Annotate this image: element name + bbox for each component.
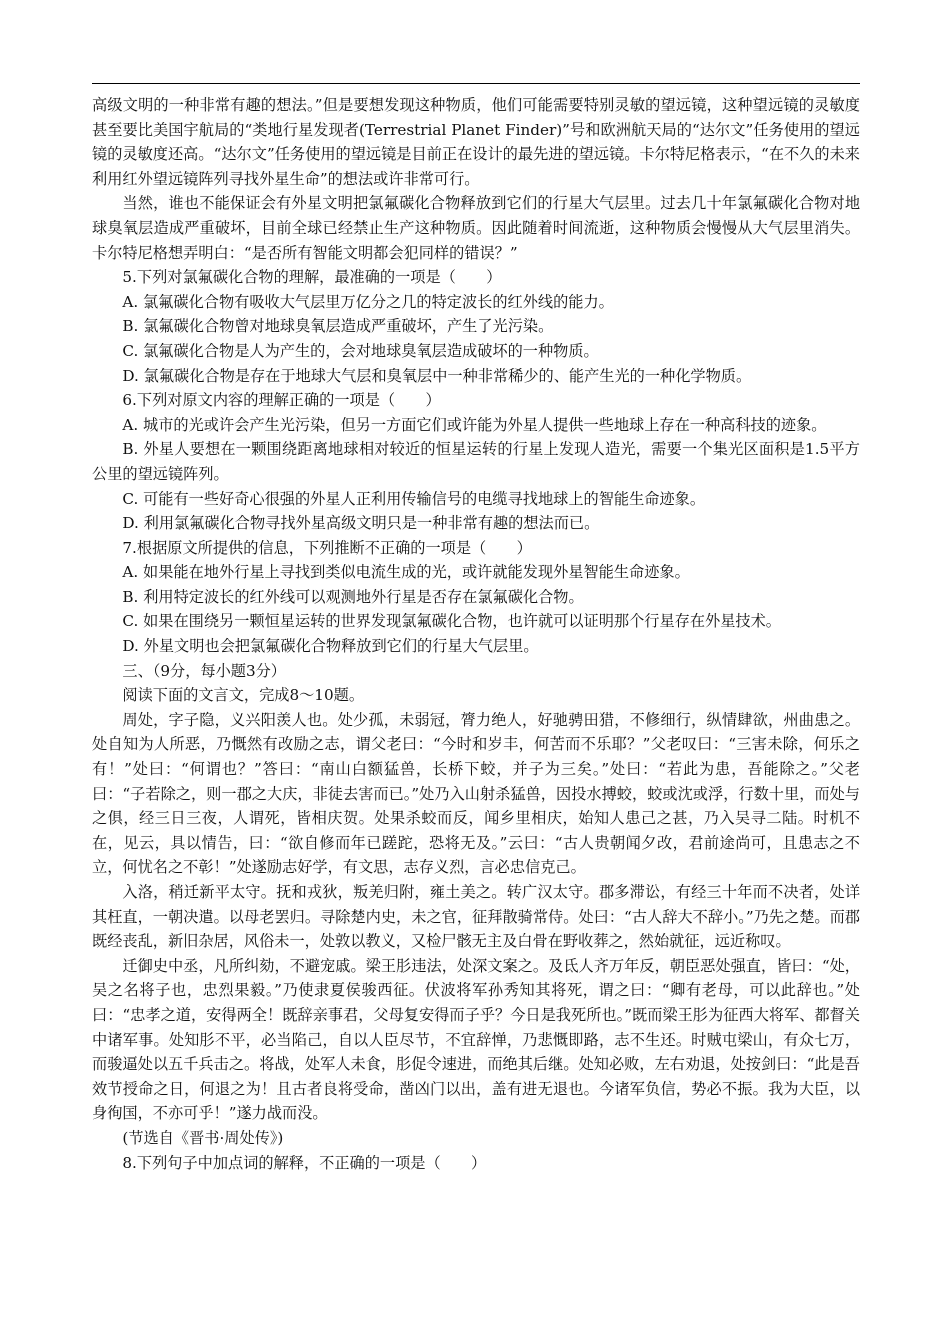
question-5: 5.下列对氯氟碳化合物的理解，最准确的一项是（ ） [122, 268, 502, 287]
paragraph-continued: 高级文明的一种非常有趣的想法。”但是要想发现这种物质，他们可能需要特别灵敏的望远镜，这种望远镜的灵敏度甚至要比美国宇航局的“类地行星发现者(Terrestrial Planet Finder)”号和欧洲航天局的“达尔文”任务使用的望远镜的灵敏度还高。“达尔文”任务使用的望远镜是目前正在设计的最先进的望远镜。卡尔特尼格表示，“在不久的未来利用红外望远镜阵列寻找外星生命”的想法或许非常可行。 [92, 96, 860, 188]
header-rule [92, 83, 860, 84]
option-5a: A. 氯氟碳化合物有吸收大气层里万亿分之几的特定波长的红外线的能力。 [122, 292, 614, 311]
option-5d: D. 氯氟碳化合物是存在于地球大气层和臭氧层中一种非常稀少的、能产生光的一种化学物质。 [122, 366, 752, 385]
question-7: 7.根据原文所提供的信息，下列推断不正确的一项是（ ） [122, 538, 532, 557]
classical-passage-1: 周处，字子隐，义兴阳羡人也。处少孤，未弱冠，膂力绝人，好驰骋田猎，不修细行，纵情肆欲，州曲患之。处自知为人所恶，乃慨然有改励之志，谓父老曰：“今时和岁丰，何苦而不乐耶？”父老叹曰：“三害未除，何乐之有！”处曰：“何谓也？”答曰：“南山白额猛兽，长桥下蛟，并子为三矣。”处曰：“若此为患，吾能除之。”父老曰：“子若除之，则一郡之大庆，非徒去害而已。”处乃入山射杀猛兽，因投水搏蛟，蛟或沈或浮，行数十里，而处与之俱，经三日三夜，人谓死，皆相庆贺。处果杀蛟而反，闻乡里相庆，始知人患己之甚，乃入吴寻二陆。时机不在，见云，具以情告，曰：“欲自修而年已蹉跎，恐将无及。”云曰：“古人贵朝闻夕改，君前途尚可，且患志之不立，何忧名之不彰！”处遂励志好学，有文思，志存义烈，言必忠信克己。 [92, 710, 860, 877]
option-7d: D. 外星文明也会把氯氟碳化合物释放到它们的行星大气层里。 [122, 637, 539, 656]
option-7b: B. 利用特定波长的红外线可以观测地外行星是否存在氯氟碳化合物。 [122, 587, 584, 606]
option-6a: A. 城市的光或许会产生光污染，但另一方面它们或许能为外星人提供一些地球上存在一种高科技的迹象。 [122, 415, 827, 434]
classical-passage-3: 迁御史中丞，凡所纠劾，不避宠戚。梁王肜违法，处深文案之。及氐人齐万年反，朝臣恶处强直，皆曰：“处，吴之名将子也，忠烈果毅。”乃使隶夏侯骏西征。伏波将军孙秀知其将死，谓之曰：“卿有老母，可以此辞也。”处曰：“忠孝之道，安得两全！既辞亲事君，父母复安得而子乎？今日是我死所也。”既而梁王肜为征西大将军、都督关中诸军事。处知肜不平，必当陷己，自以人臣尽节，不宜辞惮，乃悲慨即路，志不生还。时贼屯梁山，有众七万，而骏逼处以五千兵击之。将战，处军人未食，肜促令速进，而绝其后继。处知必败，左右劝退，处按剑曰：“此是吾效节授命之日，何退之为！且古者良将受命，凿凶门以出，盖有进无退也。今诸军负信，势必不振。我为大臣，以身徇国，不亦可乎！”遂力战而没。 [92, 956, 860, 1123]
passage-source: (节选自《晋书·周处传》) [122, 1128, 284, 1147]
option-6c: C. 可能有一些好奇心很强的外星人正利用传输信号的电缆寻找地球上的智能生命迹象。 [122, 489, 706, 508]
question-6: 6.下列对原文内容的理解正确的一项是（ ） [122, 391, 441, 410]
option-5b: B. 氯氟碳化合物曾对地球臭氧层造成严重破坏，产生了光污染。 [122, 317, 554, 336]
section-3-heading: 三、（9分，每小题3分） [122, 661, 286, 680]
option-7c: C. 如果在围绕另一颗恒星运转的世界发现氯氟碳化合物，也许就可以证明那个行星存在外星技术。 [122, 612, 781, 631]
option-5c: C. 氯氟碳化合物是人为产生的，会对地球臭氧层造成破坏的一种物质。 [122, 341, 599, 360]
classical-passage-2: 入洛，稍迁新平太守。抚和戎狄，叛羌归附，雍土美之。转广汉太守。郡多滞讼，有经三十年而不决者，处详其枉直，一朝决遣。以母老罢归。寻除楚内史，未之官，征拜散骑常侍。处曰：“古人辞大不辞小。”乃先之楚。而郡既经丧乱，新旧杂居，风俗未一，处敦以教义，又检尸骸无主及白骨在野收葬之，然始就征，远近称叹。 [92, 883, 860, 951]
document-body [92, 93, 860, 1175]
section-3-instruction: 阅读下面的文言文，完成8～10题。 [122, 686, 365, 705]
question-8: 8.下列句子中加点词的解释，不正确的一项是（ ） [122, 1153, 487, 1172]
option-6d: D. 利用氯氟碳化合物寻找外星高级文明只是一种非常有趣的想法而已。 [122, 514, 600, 533]
paragraph: 当然，谁也不能保证会有外星文明把氯氟碳化合物释放到它们的行星大气层里。过去几十年氯氟碳化合物对地球臭氧层造成严重破坏，目前全球已经禁止生产这种物质。因此随着时间流逝，这种物质会慢慢从大气层里消失。卡尔特尼格想弄明白：“是否所有智能文明都会犯同样的错误？” [92, 194, 860, 262]
option-7a: A. 如果能在地外行星上寻找到类似电流生成的光，或许就能发现外星智能生命迹象。 [122, 563, 690, 582]
option-6b: B. 外星人要想在一颗围绕距离地球相对较近的恒星运转的行星上发现人造光，需要一个集光区面积是1.5平方公里的望远镜阵列。 [92, 440, 860, 483]
